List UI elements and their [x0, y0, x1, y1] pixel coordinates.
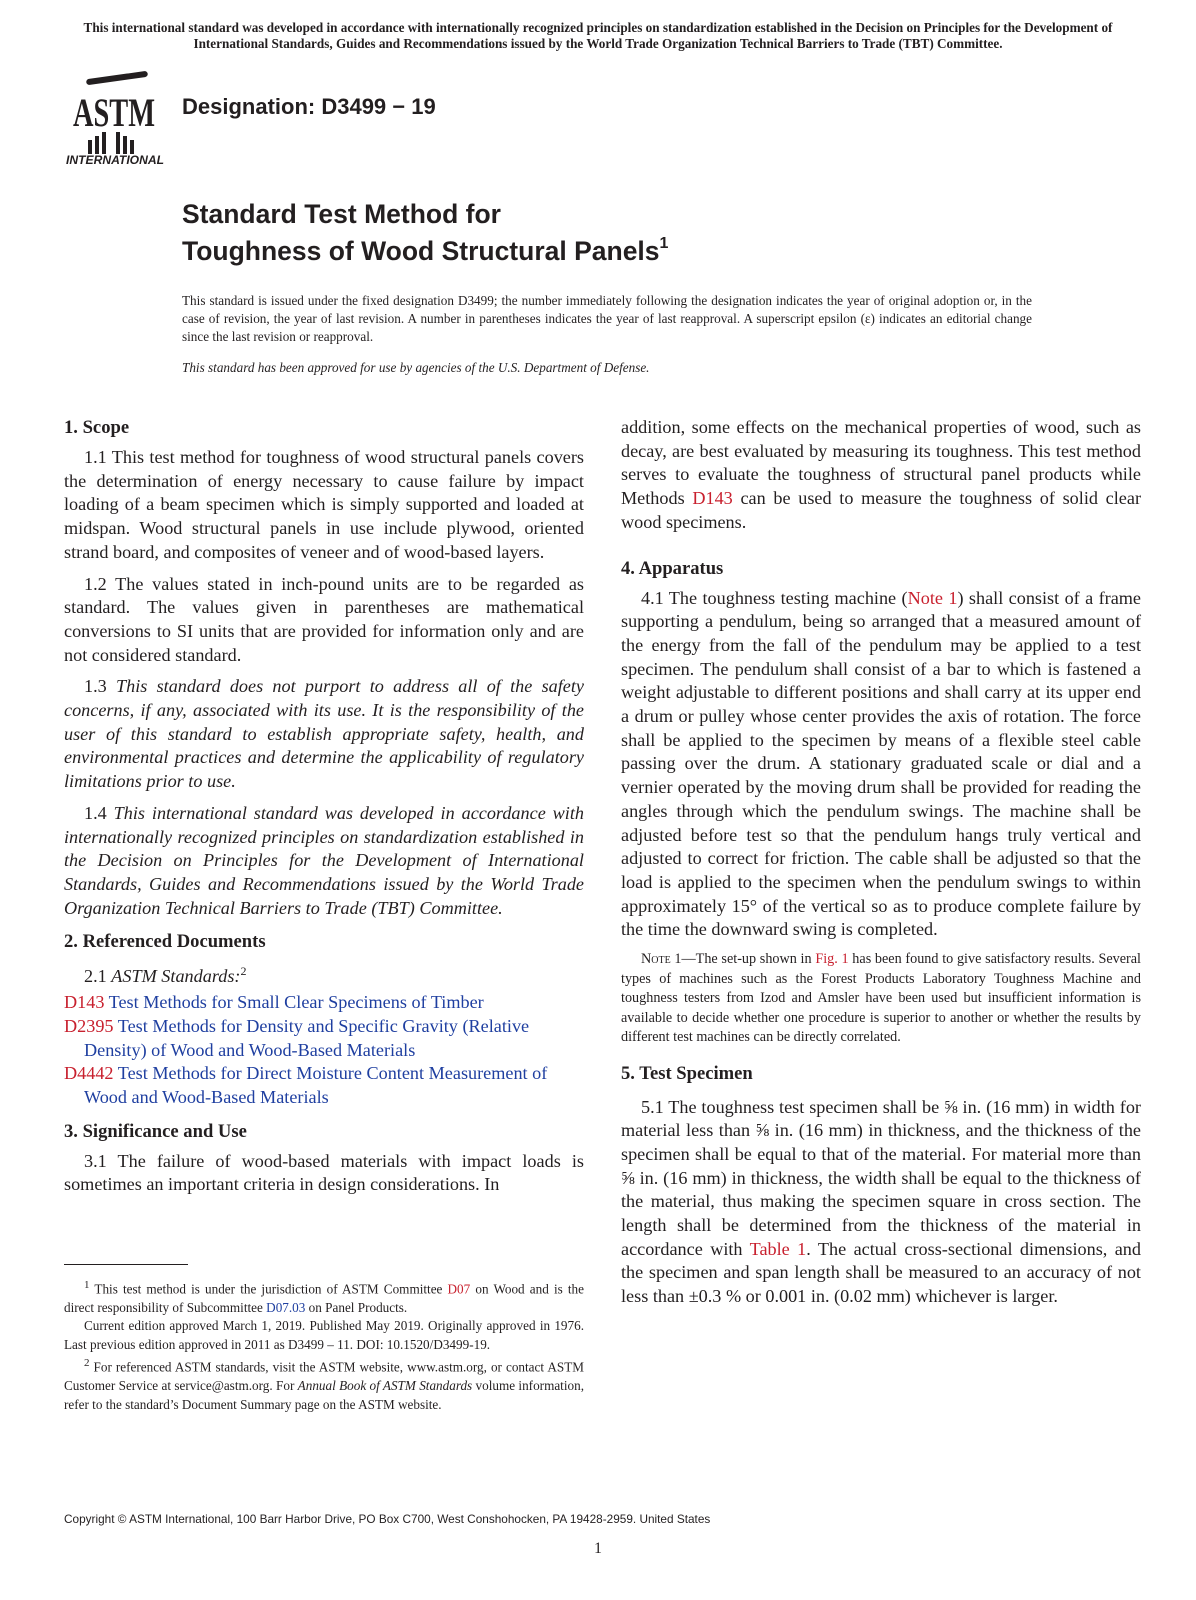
logo-sub: INTERNATIONAL [66, 155, 164, 167]
copyright: Copyright © ASTM International, 100 Barr Harbor Drive, PO Box C700, West Conshohocken, PA 19428-2959. United States [64, 1512, 711, 1526]
link-d07-03[interactable]: D07.03 [266, 1299, 306, 1315]
left-column [64, 416, 584, 1205]
referenced-heading: 2. Referenced Documents [64, 931, 266, 953]
apparatus-heading: 4. Apparatus [621, 557, 724, 579]
significance-3-1: 3.1 The failure of wood-based materials with impact loads is sometimes an important criteria in design considerations. In [64, 1150, 584, 1195]
scope-1-4: 1.4 This international standard was developed in accordance with internationally recognized principles on standardization established in the Decision on Principles for the Development of International Standards, Guides and Recommendations issued by the World Trade Organization Technical Barriers to Trade (TBT) Committee. [64, 802, 585, 918]
link-table-1[interactable]: Table 1 [749, 1238, 807, 1259]
scope-1-1: 1.1 This test method for toughness of wood structural panels covers the determination of energy necessary to cause failure by impact loading of a beam specimen which is simply supported and loaded at midspan. Wood structural panels in use include plywood, oriented strand board, and composites of veneer and of wood-based layers. [64, 447, 584, 562]
logo-text: ASTM [73, 90, 155, 135]
designation: Designation: D3499 − 19 [182, 94, 436, 119]
title-line-1: Standard Test Method for [182, 199, 501, 229]
astm-standards-sub: 2.1 ASTM Standards:$^2$ [84, 964, 247, 987]
top-notice: This international standard was developed in accordance with internationally recognized principles on standardization established in the Decision on Principles for the Development of International Standards, Guides and Recommendations issued by the World Trade Organization Technical Barriers to Trade (TBT) Committee. [83, 20, 1113, 51]
link-fig-1[interactable]: Fig. 1 [815, 951, 849, 968]
issued-note: This standard is issued under the fixed designation D3499; the number immediately following the designation indicates the year of original adoption or, in the case of revision, the year of last revision. A number in parentheses indicates the year of last reapproval. A superscript epsilon (ε) indicates an editorial change since the last revision or reapproval. [182, 293, 1032, 344]
link-d07[interactable]: D07 [447, 1281, 471, 1297]
scope-heading: 1. Scope [64, 417, 130, 438]
right-column [621, 416, 1141, 1317]
ref-d2395[interactable]: D2395 Test Methods for Density and Specific Gravity (Relative Density) of Wood and Wood-Based Materials [64, 1015, 530, 1060]
astm-logo [64, 70, 170, 166]
ref-d4442[interactable]: D4442 Test Methods for Direct Moisture Content Measurement of Wood and Wood-Based Materials [64, 1063, 548, 1107]
note-1: Note 1—The set-up shown in Fig. 1 has been found to give satisfactory results. Several types of machines such as the Forest Products Laboratory Toughness Machine and toughness testers from Izod and Amsler have been used but insufficient information is available to decide whether one procedure is superior to another or whether the results by different test machines can be directly correlated. [621, 951, 1141, 1046]
link-d143[interactable]: D143 [692, 488, 733, 509]
specimen-heading: 5. Test Specimen [621, 1062, 753, 1084]
significance-heading: 3. Significance and Use [64, 1120, 247, 1142]
title-footnote-mark: 1 [659, 235, 669, 252]
link-note-1[interactable]: Note 1 [907, 587, 958, 608]
scope-1-2: 1.2 The values stated in inch-pound units are to be regarded as standard. The values given in parentheses are mathematical conversions to SI units that are provided for information only and are not considered standard. [64, 573, 584, 665]
footnote-1-edition: Current edition approved March 1, 2019. Published May 2019. Originally approved in 1976. Last previous edition approved in 2011 as D3499 – 11. DOI: 10.1520/D3499-19. [64, 1318, 584, 1352]
footnotes [64, 1276, 584, 1414]
footnote-2: $^2$ For referenced ASTM standards, visit the ASTM website, www.astm.org, or contact ASTM Customer Service at service@astm.org. For Annual Book of ASTM Standards volume information, refer to the standard’s Document Summary page on the ASTM website. [64, 1357, 584, 1412]
approved-note: This standard has been approved for use by agencies of the U.S. Department of Defense. [182, 360, 650, 375]
footnote-1: $^1$ This test method is under the jurisdiction of ASTM Committee D07 on Wood and is the direct responsibility of Subcommittee D07.03 on Panel Products. [64, 1279, 584, 1315]
title-line-2: Toughness of Wood Structural Panels [182, 235, 660, 266]
specimen-5-1: 5.1 The toughness test specimen shall be ⅝ in. (16 mm) in width for material less than ⅝ in. (16 mm) in thickness, and the thickness of the specimen shall be equal to that of the material. For material more than ⅝ in. (16 mm) in thickness, the width shall be equal to the thickness of the material, thus making the specimen square in cross section. The length shall be determined from the thickness of the material in accordance with Table 1. The actual cross-sectional dimensions, and the specimen and span length shall be measured to an accuracy of not less than ±0.3 % or 0.001 in. (0.02 mm) whichever is larger. [621, 1096, 1141, 1307]
page-number: 1 [594, 1540, 602, 1557]
significance-3-1-cont: addition, some effects on the mechanical properties of wood, such as decay, are best evaluated by measuring its toughness. This test method serves to evaluate the toughness of structural panel products while Methods D143 can be used to measure the toughness of solid clear wood specimens. [621, 417, 1141, 532]
page-title [182, 198, 668, 267]
footnote-rule [64, 1264, 188, 1265]
scope-1-3: 1.3 This standard does not purport to address all of the safety concerns, if any, associated with its use. It is the responsibility of the user of this standard to establish appropriate safety, health, and environmental practices and determine the applicability of regulatory limitations prior to use. [64, 676, 584, 792]
apparatus-4-1: 4.1 The toughness testing machine (Note 1) shall consist of a frame supporting a pendulum, being so arranged that a measured amount of the energy from the fall of the pendulum may be applied to a test specimen. The pendulum shall consist of a bar to which is fastened a weight adjustable to different positions and shall carry at its upper end a drum or pulley whose center provides the axis of rotation. The force shall be applied to the specimen by means of a flexible steel cable passing over the drum. A stationary graduated scale or dial and a vernier operated by the moving drum shall be provided for reading the angles through which the pendulum swings. The machine shall be adjusted before test so that the pendulum hangs truly vertical and adjusted to correct for friction. The cable shall be adjusted so that the load is applied to the specimen when the pendulum swings to within approximately 15° of the vertical so as to produce complete failure by the time the downward swing is completed. [621, 587, 1142, 940]
ref-d143[interactable]: D143 Test Methods for Small Clear Specimens of Timber [64, 992, 484, 1013]
